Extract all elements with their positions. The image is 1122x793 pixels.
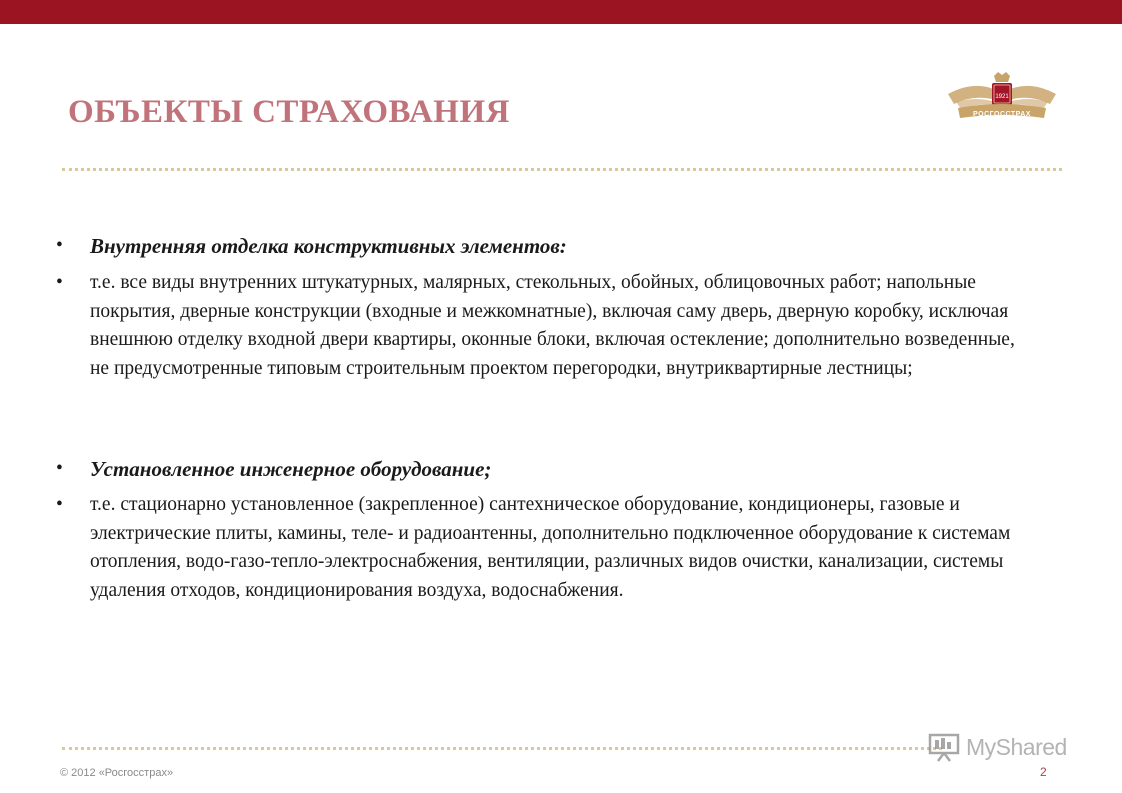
presentation-board-icon bbox=[928, 732, 960, 762]
bullet-marker: • bbox=[56, 494, 63, 515]
watermark-text: MyShared bbox=[966, 733, 1067, 760]
slide-title: ОБЪЕКТЫ СТРАХОВАНИЯ bbox=[68, 94, 510, 130]
logo-year: 1921 bbox=[995, 94, 1009, 100]
bullet-text: т.е. все виды внутренних штукатурных, малярных, стекольных, обойных, облицовочных работ; напольные покрытия, дверные конструкции (входные и межкомнатные), включая саму дверь, дверную коробку, исключая внешнюю отделку входной двери квартиры, оконные блоки, включая остекление; дополнительно возведенные, не предусмотренные типовым строительным проектом перегородки, внутриквартирные лестницы; bbox=[90, 272, 1015, 380]
bullet-heading: Внутренняя отделка конструктивных элементов: bbox=[90, 234, 567, 258]
page-number: 2 bbox=[1040, 765, 1047, 779]
bullet-heading: Установленное инженерное оборудование; bbox=[90, 457, 492, 481]
bottom-dotted-divider bbox=[62, 747, 942, 750]
myshared-watermark bbox=[928, 730, 1088, 764]
bullet-marker: • bbox=[56, 235, 63, 256]
footer-copyright: © 2012 «Росгосстрах» bbox=[60, 767, 174, 779]
rosgosstrakh-logo bbox=[944, 70, 1060, 128]
top-dotted-divider bbox=[62, 168, 1062, 171]
top-bar bbox=[0, 0, 1122, 24]
bullet-marker: • bbox=[56, 272, 63, 293]
logo-brand: РОСГОССТРАХ bbox=[973, 111, 1031, 118]
bullet-marker: • bbox=[56, 458, 63, 479]
bullet-text: т.е. стационарно установленное (закрепленное) сантехническое оборудование, кондиционеры, газовые и электрические плиты, камины, теле- и радиоантенны, дополнительно подключенное оборудование к системам отопления, водо-газо-тепло-электроснабжения, вентиляции, различных видов очистки, канализации, системы удаления отходов, кондиционирования воздуха, водоснабжения. bbox=[90, 494, 1011, 602]
